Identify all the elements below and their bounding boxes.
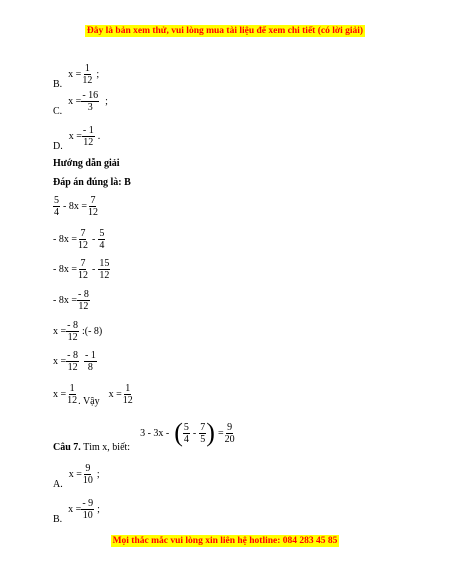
option-fraction [81,90,99,113]
solution-step-2 [53,228,105,251]
fraction-denominator: 12 [67,395,78,406]
fraction [77,228,89,251]
question-label: Câu 7. [53,441,81,453]
fraction [77,289,90,312]
step-text: - 8x = [63,201,87,212]
option-lhs: x = [68,96,82,107]
step-text: x = [108,389,122,400]
option-tail: ; [96,469,100,480]
option-fraction [82,125,95,148]
fraction-numerator: 15 [99,258,110,269]
solution-step-4 [53,289,90,312]
option-letter: D. [53,141,63,152]
fraction-numerator: - 16 [82,90,99,101]
fraction-denominator: 12 [67,332,78,343]
fraction-denominator: 10 [82,510,93,521]
conclusion-text: . Vậy [78,396,100,407]
fraction-denominator: 4 [183,433,189,445]
fraction [183,422,190,445]
fraction [98,228,105,251]
fraction-numerator: 7 [200,421,206,433]
question-prompt: Tìm x, biết: [83,441,131,453]
fraction-numerator: - 8 [67,350,78,361]
answer-line: Đáp án đúng là: B [53,177,131,188]
option-letter: B. [53,79,63,90]
fraction [87,195,99,218]
option-b-prev [53,63,100,90]
fraction-denominator: 4 [54,207,59,218]
step-text: - 8x = [53,234,77,245]
fraction-denominator: 12 [77,240,88,251]
fraction [66,320,79,343]
fraction [84,350,97,373]
footer-banner-text: Mọi thắc mắc vui lòng xin liên hệ hotline: 084 283 45 85 [112,536,338,546]
solution-step-3 [53,258,110,281]
expr-prefix: 3 - 3x - [140,427,170,439]
option-lhs: x = [68,469,82,480]
fraction-denominator: 12 [122,395,133,406]
option-tail: . [97,131,101,142]
option-c-prev [53,90,108,117]
paren-right: ) [206,418,215,447]
fraction-numerator: 7 [90,195,96,206]
solution-heading: Hướng dẫn giải [53,158,120,169]
expr-operator: - [192,427,197,439]
fraction-numerator: - 1 [82,125,94,136]
question-label-wrap [53,442,130,453]
fraction-denominator: 12 [77,270,88,281]
fraction-denominator: 3 [87,102,93,113]
fraction-numerator: 5 [183,421,189,433]
fraction-denominator: 12 [83,137,94,148]
fraction [122,383,134,406]
option-lhs: x = [68,69,82,80]
step-text: - 8x = [53,295,77,306]
solution-step-5 [53,320,102,343]
option-tail: ; [97,504,100,515]
fraction [66,350,79,373]
step-text: x = [53,326,67,337]
option-tail: ; [96,69,100,80]
fraction-numerator: 9 [85,463,91,474]
fraction-numerator: 7 [80,258,86,269]
fraction-denominator: 12 [87,207,98,218]
fraction-denominator: 4 [99,240,105,251]
option-fraction [81,63,93,86]
footer-banner [0,536,450,546]
expr-equals: = [217,427,224,439]
fraction-numerator: 1 [84,63,90,74]
step-text: x = [53,389,67,400]
fraction-denominator: 12 [82,75,93,86]
question-7 [53,418,236,453]
fraction-numerator: 9 [227,421,233,433]
fraction-numerator: - 1 [84,350,96,361]
fraction-denominator: 20 [224,433,235,445]
option-fraction [82,463,94,486]
option-letter: C. [53,106,63,117]
fraction-numerator: 7 [80,228,86,239]
option-b-q7 [53,498,100,525]
fraction-numerator: 5 [99,228,105,239]
option-a-q7 [53,463,100,490]
solution-step-6 [53,350,97,373]
step-operator: - [91,234,96,245]
fraction-denominator: 12 [78,301,89,312]
fraction-numerator: 1 [125,383,131,394]
option-letter: B. [53,514,63,525]
fraction [98,258,110,281]
fraction [77,258,89,281]
paren-left: ( [174,418,183,447]
solution-step-1 [53,195,99,218]
fraction-numerator: 5 [54,195,59,206]
fraction-numerator: - 9 [82,498,94,509]
option-fraction [81,498,94,521]
option-d-prev [53,125,101,152]
option-letter: A. [53,479,63,490]
step-text: - 8x = [53,264,77,275]
fraction [199,422,206,445]
solution-step-7 [53,383,134,406]
fraction-numerator: - 8 [77,289,89,300]
option-lhs: x = [68,131,82,142]
step-operator: - [91,264,96,275]
fraction [224,422,236,445]
fraction [53,195,60,218]
step-text: x = [53,356,67,367]
preview-banner [0,26,450,36]
option-tail: ; [105,96,108,107]
fraction-denominator: 12 [99,270,110,281]
option-lhs: x = [68,504,82,515]
preview-banner-text: Đây là bản xem thử, vui lòng mua tài liệu để xem chi tiết (có lời giải) [86,26,364,36]
fraction-denominator: 8 [87,362,93,373]
fraction-denominator: 5 [200,433,206,445]
fraction [66,383,78,406]
fraction-numerator: 1 [69,383,75,394]
fraction-denominator: 12 [67,362,78,373]
step-text: :(- 8) [81,326,103,337]
fraction-numerator: - 8 [67,320,78,331]
fraction-denominator: 10 [82,475,93,486]
question-expression [140,420,236,446]
